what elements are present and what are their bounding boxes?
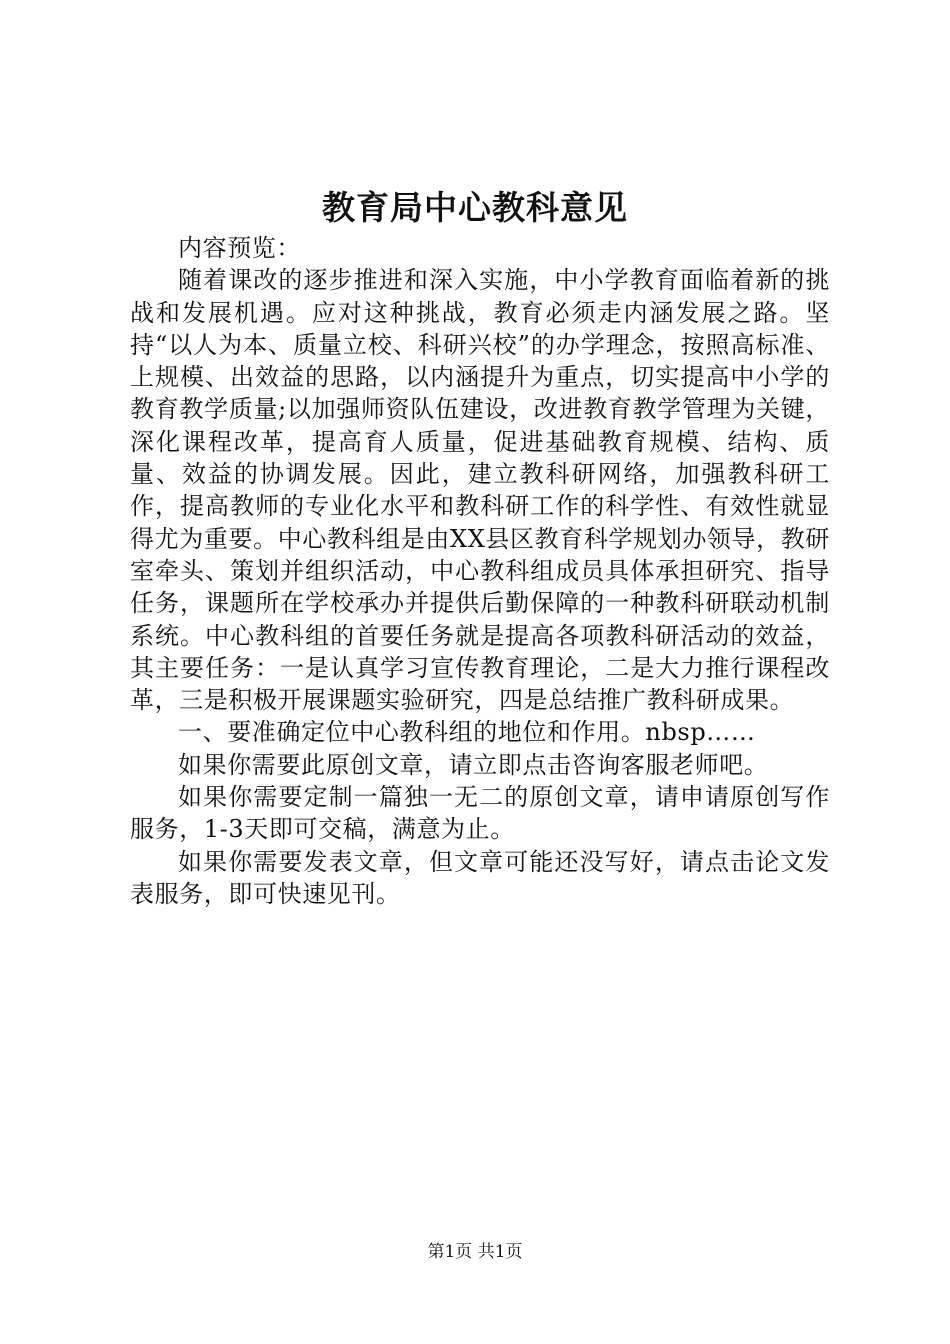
promo-paragraph-publish: 如果你需要发表文章，但文章可能还没写好，请点击论文发表服务，即可快速见刊。 xyxy=(130,847,830,908)
document-body xyxy=(130,232,830,910)
document-title: 教育局中心教科意见 xyxy=(322,188,628,227)
promo-paragraph-consult: 如果你需要此原创文章，请立即点击咨询客服老师吧。 xyxy=(178,750,769,779)
body-paragraph: 随着课改的逐步推进和深入实施，中小学教育面临着新的挑战和发展机遇。应对这种挑战，教育必须走内涵发展之路。坚持“以人为本、质量立校、科研兴校”的办学理念，按照高标准、上规模、出效益的思路，以内涵提升为重点，切实提高中小学的教育教学质量;以加强师资队伍建设，改进教育教学管理为关键，深化课程改革，提高育人质量，促进基础教育规模、结构、质量、效益的协调发展。因此，建立教科研网络，加强教科研工作，提高教师的专业化水平和教科研工作的科学性、有效性就显得尤为重要。中心教科组是由XX县区教育科学规划办领导，教研室牵头、策划并组织活动，中心教科组成员具体承担研究、指导任务，课题所在学校承办并提供后勤保障的一种教科研联动机制系统。中心教科组的首要任务就是提高各项教科研活动的效益，其主要任务：一是认真学习宣传教育理论，二是大力推行课程改革，三是积极开展课题实验研究，四是总结推广教科研成果。 xyxy=(130,266,830,715)
section-heading: 一、要准确定位中心教科组的地位和作用。nbsp…… xyxy=(178,718,756,747)
preview-label: 内容预览： xyxy=(178,234,301,262)
page-number: 第1页 共1页 xyxy=(427,1242,523,1262)
promo-paragraph-custom: 如果你需要定制一篇独一无二的原创文章，请申请原创写作服务，1-3天即可交稿，满意为止。 xyxy=(130,783,830,844)
